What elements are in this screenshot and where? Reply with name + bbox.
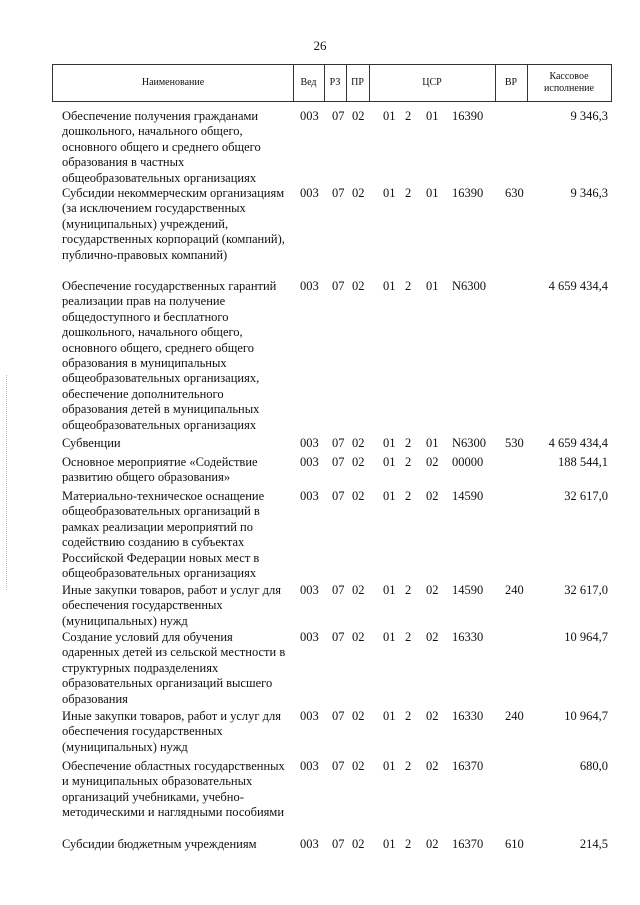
row-amount: 10 964,7 — [564, 709, 608, 723]
row-name: Иные закупки товаров, работ и услуг для обеспечения государственных (муниципальных) нужд — [62, 709, 282, 754]
row-csr-2: 2 — [405, 759, 412, 773]
row-csr-4: 00000 — [452, 455, 484, 469]
row-amount: 188 544,1 — [558, 455, 608, 469]
row-csr-2: 2 — [405, 455, 412, 469]
row-csr-3: 02 — [426, 709, 439, 723]
page-number: 26 — [313, 38, 327, 53]
row-csr-1: 01 — [383, 709, 396, 723]
row-rz: 07 — [332, 709, 345, 723]
row-ved: 003 — [300, 186, 319, 200]
row-pr: 02 — [352, 186, 365, 200]
row-csr-4: N6300 — [452, 436, 487, 450]
row-ved: 003 — [300, 709, 319, 723]
row-name: Основное мероприятие «Содействие развитию общего образования» — [62, 455, 258, 485]
row-csr-1: 01 — [383, 436, 396, 450]
row-rz: 07 — [332, 109, 345, 123]
row-csr-3: 02 — [426, 489, 439, 503]
row-csr-2: 2 — [405, 583, 412, 597]
row-csr-3: 02 — [426, 583, 439, 597]
row-ved: 003 — [300, 759, 319, 773]
row-csr-1: 01 — [383, 109, 396, 123]
row-amount: 9 346,3 — [570, 186, 608, 200]
row-csr-4: 16370 — [452, 837, 484, 851]
row-ved: 003 — [300, 583, 319, 597]
row-ved: 003 — [300, 436, 319, 450]
row-name: Иные закупки товаров, работ и услуг для обеспечения государственных (муниципальных) нужд — [62, 583, 282, 628]
row-csr-1: 01 — [383, 279, 396, 293]
row-vr: 630 — [505, 186, 524, 200]
row-amount: 9 346,3 — [570, 109, 608, 123]
row-amount: 680,0 — [579, 759, 608, 773]
row-pr: 02 — [352, 489, 365, 503]
header-pr: ПР — [346, 65, 370, 101]
row-rz: 07 — [332, 279, 345, 293]
row-rz: 07 — [332, 489, 345, 503]
row-csr-1: 01 — [383, 837, 396, 851]
row-pr: 02 — [352, 109, 365, 123]
row-amount: 32 617,0 — [564, 583, 608, 597]
row-csr-3: 02 — [426, 759, 439, 773]
table-header — [52, 64, 612, 102]
row-pr: 02 — [352, 583, 365, 597]
row-rz: 07 — [332, 186, 345, 200]
header-rz: РЗ — [324, 65, 347, 101]
row-csr-2: 2 — [405, 436, 412, 450]
row-amount: 10 964,7 — [564, 630, 608, 644]
row-csr-2: 2 — [405, 186, 412, 200]
row-name: Субвенции — [62, 436, 121, 450]
row-csr-2: 2 — [405, 630, 412, 644]
header-csr: ЦСР — [369, 65, 496, 101]
row-pr: 02 — [352, 630, 365, 644]
row-pr: 02 — [352, 279, 365, 293]
row-ved: 003 — [300, 109, 319, 123]
row-csr-4: 14590 — [452, 583, 484, 597]
row-csr-3: 02 — [426, 837, 439, 851]
row-csr-1: 01 — [383, 455, 396, 469]
row-name: Обеспечение государственных гарантий реализации прав на получение общедоступного и бесплатного дошкольного, начального общего, основного общего, среднего общего образования в муниципальных общеобразовательных организациях, обеспечение дополнительного образования детей в муниципальных общеобразовательных организациях — [62, 279, 277, 432]
row-rz: 07 — [332, 436, 345, 450]
row-csr-2: 2 — [405, 109, 412, 123]
row-ved: 003 — [300, 455, 319, 469]
row-pr: 02 — [352, 759, 365, 773]
row-pr: 02 — [352, 709, 365, 723]
row-csr-4: 16370 — [452, 759, 484, 773]
row-amount: 214,5 — [579, 837, 608, 851]
row-ved: 003 — [300, 489, 319, 503]
header-vr: ВР — [495, 65, 528, 101]
row-csr-3: 01 — [426, 186, 439, 200]
row-csr-3: 02 — [426, 455, 439, 469]
row-csr-4: 16390 — [452, 109, 484, 123]
row-csr-1: 01 — [383, 583, 396, 597]
row-pr: 02 — [352, 837, 365, 851]
header-amount: Кассовое исполнение — [544, 71, 594, 94]
row-csr-2: 2 — [405, 279, 412, 293]
row-csr-1: 01 — [383, 489, 396, 503]
row-csr-3: 01 — [426, 109, 439, 123]
row-ved: 003 — [300, 630, 319, 644]
row-name: Обеспечение областных государственных и муниципальных образовательных организаций учебниками, учебно-методическими и наглядными пособиями — [62, 759, 285, 820]
row-name: Обеспечение получения гражданами дошкольного, начального общего, основного общего и среднего общего образования в частных общеобразовательных организациях — [62, 109, 261, 185]
row-ved: 003 — [300, 837, 319, 851]
header-name: Наименование — [53, 65, 294, 101]
row-vr: 530 — [505, 436, 524, 450]
row-csr-4: 16330 — [452, 630, 484, 644]
row-amount: 4 659 434,4 — [548, 436, 608, 450]
row-csr-4: 16390 — [452, 186, 484, 200]
row-pr: 02 — [352, 436, 365, 450]
row-name: Материально-техническое оснащение общеобразовательных организаций в рамках реализации мероприятий по содействию созданию в субъектах Российской Федерации новых мест в общеобразовательных организациях — [62, 489, 265, 581]
margin-mark — [6, 375, 8, 590]
row-rz: 07 — [332, 759, 345, 773]
row-csr-1: 01 — [383, 630, 396, 644]
row-csr-1: 01 — [383, 759, 396, 773]
row-csr-1: 01 — [383, 186, 396, 200]
row-rz: 07 — [332, 455, 345, 469]
row-csr-3: 01 — [426, 436, 439, 450]
row-csr-3: 02 — [426, 630, 439, 644]
row-amount: 4 659 434,4 — [548, 279, 608, 293]
row-vr: 610 — [505, 837, 524, 851]
row-csr-3: 01 — [426, 279, 439, 293]
row-csr-2: 2 — [405, 489, 412, 503]
row-rz: 07 — [332, 837, 345, 851]
row-rz: 07 — [332, 583, 345, 597]
row-csr-4: 16330 — [452, 709, 484, 723]
row-pr: 02 — [352, 455, 365, 469]
row-amount: 32 617,0 — [564, 489, 608, 503]
row-csr-4: N6300 — [452, 279, 487, 293]
row-csr-2: 2 — [405, 709, 412, 723]
row-vr: 240 — [505, 583, 524, 597]
row-rz: 07 — [332, 630, 345, 644]
row-ved: 003 — [300, 279, 319, 293]
row-name: Субсидии некоммерческим организациям (за исключением государственных (муниципальных) учреждений, государственных корпораций (компаний), публично-правовых компаний) — [62, 186, 285, 262]
row-vr: 240 — [505, 709, 524, 723]
row-csr-4: 14590 — [452, 489, 484, 503]
header-ved: Вед — [293, 65, 325, 101]
row-name: Субсидии бюджетным учреждениям — [62, 837, 257, 851]
row-name: Создание условий для обучения одаренных детей из сельской местности в структурных подразделениях образовательных организаций высшего образования — [62, 630, 286, 706]
row-csr-2: 2 — [405, 837, 412, 851]
